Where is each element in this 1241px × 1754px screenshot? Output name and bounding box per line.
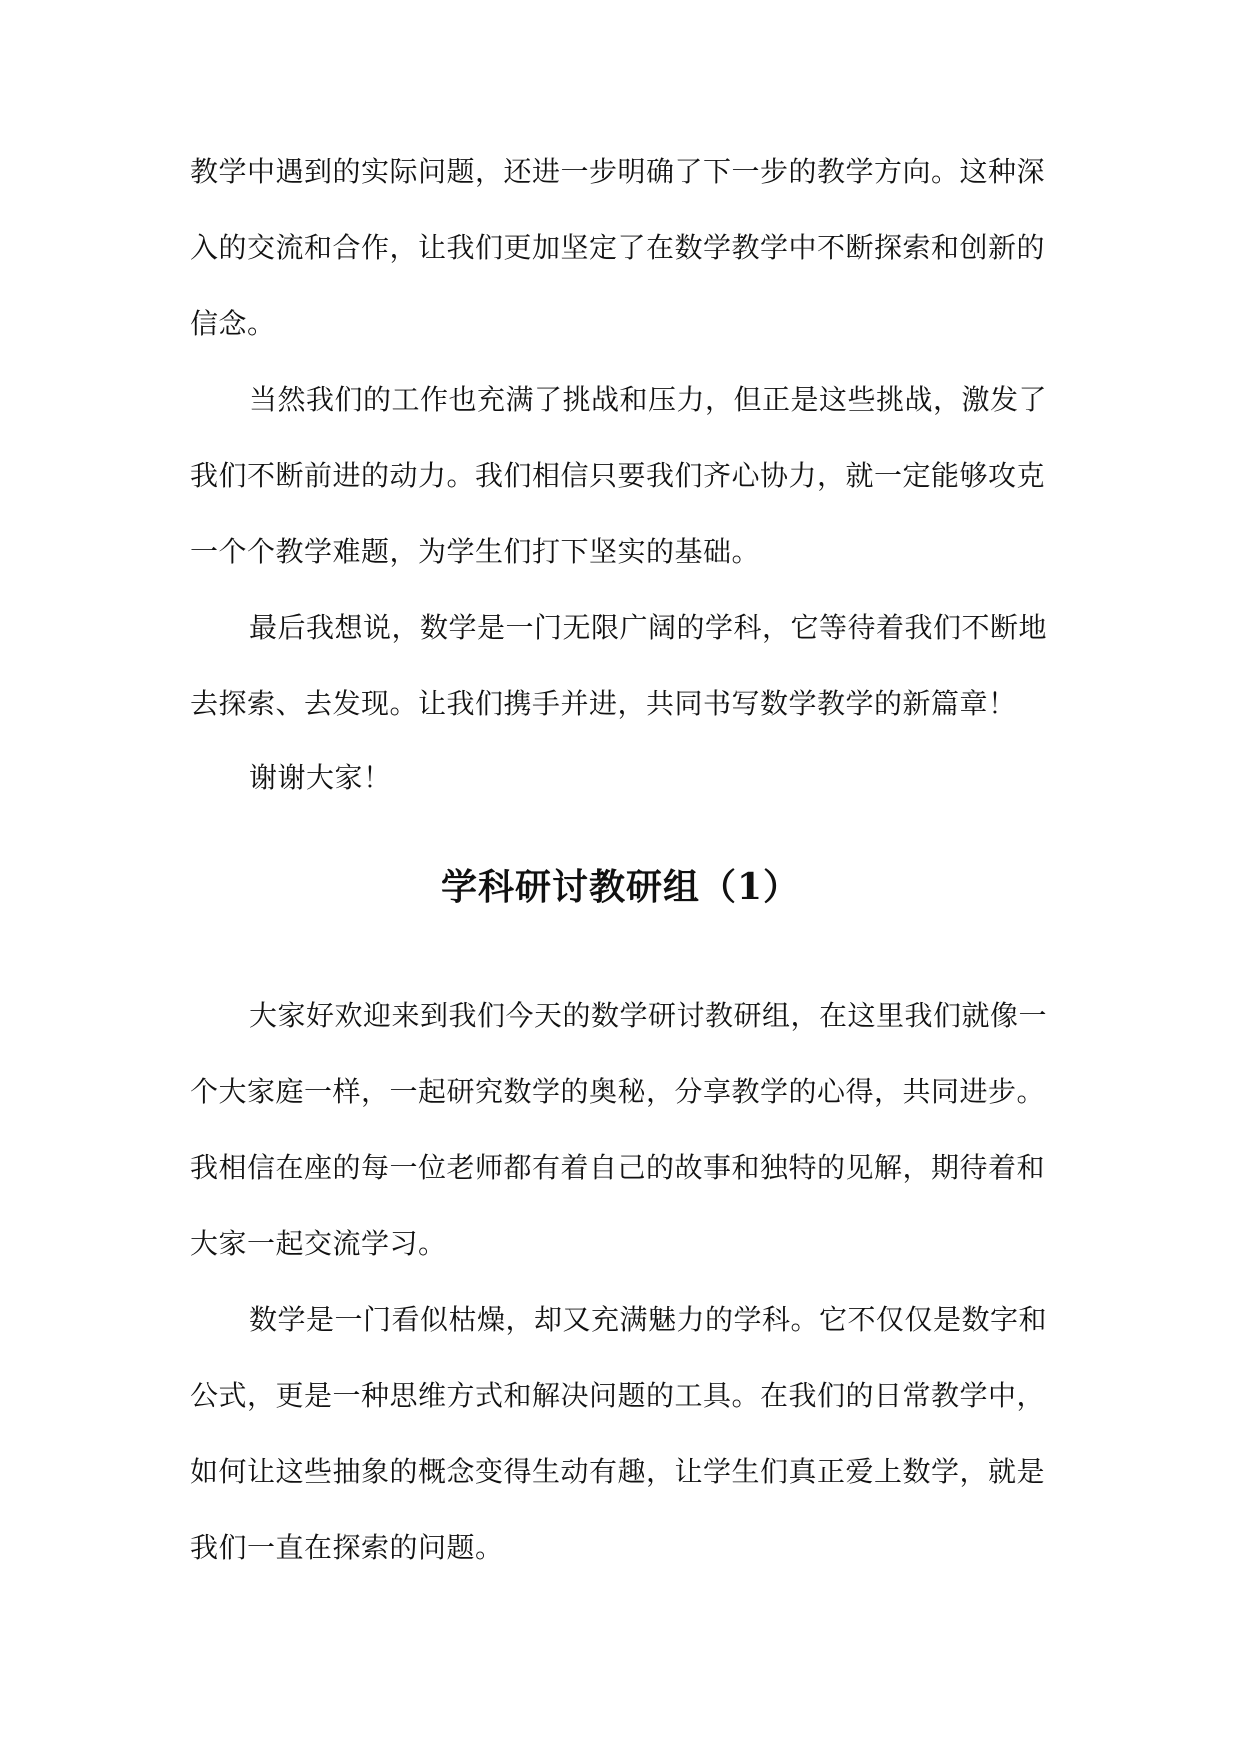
text-line: 个大家庭一样，一起研究数学的奥秘，分享教学的心得，共同进步。	[190, 1075, 1046, 1108]
text-line: 公式，更是一种思维方式和解决问题的工具。在我们的日常教学中，	[190, 1379, 1046, 1412]
text-line: 最后我想说，数学是一门无限广阔的学科，它等待着我们不断地	[249, 611, 1048, 644]
text-line: 教学中遇到的实际问题，还进一步明确了下一步的教学方向。这种深	[190, 155, 1046, 188]
text-line: 如何让这些抽象的概念变得生动有趣，让学生们真正爱上数学，就是	[190, 1455, 1046, 1488]
text-line: 当然我们的工作也充满了挑战和压力，但正是这些挑战，激发了	[249, 383, 1048, 416]
text-line: 数学是一门看似枯燥，却又充满魅力的学科。它不仅仅是数字和	[249, 1303, 1048, 1336]
text-line: 我相信在座的每一位老师都有着自己的故事和独特的见解，期待着和	[190, 1151, 1046, 1184]
text-line: 大家好欢迎来到我们今天的数学研讨教研组，在这里我们就像一	[249, 999, 1048, 1032]
text-line: 我们不断前进的动力。我们相信只要我们齐心协力，就一定能够攻克	[190, 459, 1046, 492]
text-line: 谢谢大家！	[249, 761, 392, 794]
section-title: 学科研讨教研组（1）	[440, 866, 801, 908]
text-line: 去探索、去发现。让我们携手并进，共同书写数学教学的新篇章！	[190, 687, 1017, 720]
text-line: 入的交流和合作，让我们更加坚定了在数学教学中不断探索和创新的	[190, 231, 1046, 264]
text-line: 大家一起交流学习。	[190, 1227, 447, 1260]
text-line: 我们一直在探索的问题。	[190, 1531, 504, 1564]
text-line: 一个个教学难题，为学生们打下坚实的基础。	[190, 535, 761, 568]
text-line: 信念。	[190, 307, 276, 340]
